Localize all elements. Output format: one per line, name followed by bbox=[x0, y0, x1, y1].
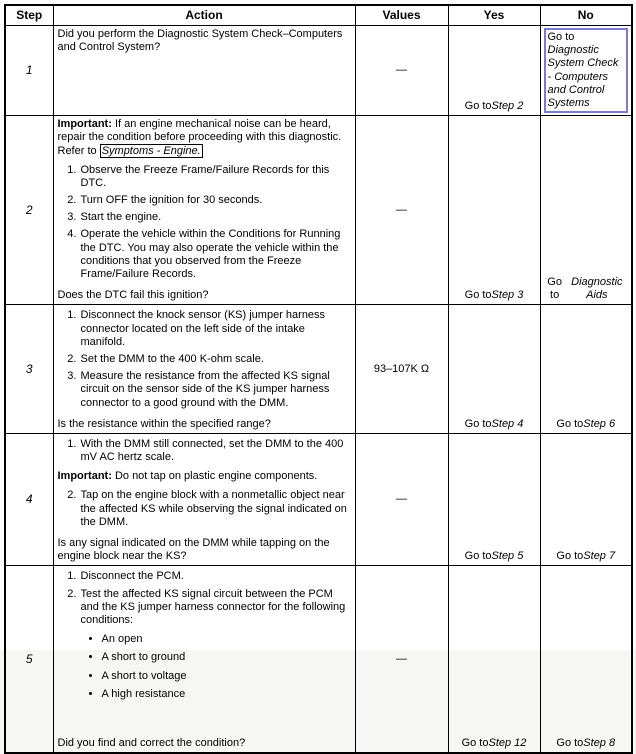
no-cell-text bbox=[541, 305, 632, 433]
table-header bbox=[5, 5, 632, 26]
action-numbered-list bbox=[58, 570, 351, 631]
action-cell bbox=[53, 116, 355, 305]
values-text: — bbox=[396, 63, 407, 76]
table-body bbox=[5, 26, 632, 754]
text-run: Go to bbox=[556, 737, 584, 750]
action-numbered-list bbox=[58, 489, 351, 533]
action-cell bbox=[53, 305, 355, 434]
step-number: 4 bbox=[25, 492, 33, 507]
values-cell bbox=[355, 305, 448, 434]
col-header-yes: Yes bbox=[448, 5, 540, 26]
action-content bbox=[54, 116, 355, 304]
text-run: Go to bbox=[547, 276, 562, 302]
step-cell bbox=[5, 305, 53, 434]
values-cell bbox=[355, 116, 448, 305]
action-content bbox=[54, 566, 355, 752]
step-number: 1 bbox=[25, 63, 33, 78]
action-question bbox=[58, 287, 351, 302]
no-cell-text bbox=[541, 116, 632, 304]
text-run: Step 8 bbox=[583, 737, 616, 750]
yes-cell bbox=[448, 26, 540, 116]
col-header-step: Step bbox=[5, 5, 53, 26]
diagnostic-table bbox=[4, 4, 633, 754]
step-cell bbox=[5, 116, 53, 305]
table-row bbox=[5, 433, 632, 566]
values-cell bbox=[355, 26, 448, 116]
text-run: Step 2 bbox=[491, 99, 524, 112]
action-question bbox=[58, 416, 351, 431]
yes-cell bbox=[448, 116, 540, 305]
no-cell-text bbox=[541, 434, 632, 566]
text-run: Go to bbox=[461, 737, 489, 750]
no-cell bbox=[540, 116, 632, 305]
numbered-list-item: 3. Measure the resistance from the affected KS signal circuit on the sensor side of the KS jumper harness connector to a good ground with the DMM. bbox=[80, 370, 351, 410]
bullet-list-item: • A short to ground bbox=[102, 651, 351, 664]
text-run: Go to bbox=[464, 550, 492, 563]
values-text: — bbox=[396, 203, 407, 216]
action-paragraph bbox=[58, 28, 351, 54]
numbered-list-item: 2. Set the DMM to the 400 K-ohm scale. bbox=[80, 353, 351, 366]
numbered-list-item: 2. Test the affected KS signal circuit between the PCM and the KS jumper harness connector for the following conditions: bbox=[80, 588, 351, 628]
text-run: Is any signal indicated on the DMM while tapping on the engine block near the KS? bbox=[57, 537, 330, 563]
action-content bbox=[54, 305, 355, 433]
go-to-link[interactable] bbox=[544, 28, 629, 113]
numbered-list-item: 1. Observe the Freeze Frame/Failure Records for this DTC. bbox=[80, 164, 351, 190]
action-content bbox=[54, 434, 355, 566]
no-cell bbox=[540, 433, 632, 566]
text-run: Go to bbox=[556, 417, 584, 430]
table-row bbox=[5, 116, 632, 305]
no-cell bbox=[540, 305, 632, 434]
text-run: Important: bbox=[57, 470, 112, 483]
col-header-values: Values bbox=[355, 5, 448, 26]
text-run: Go to bbox=[547, 31, 575, 43]
action-cell bbox=[53, 26, 355, 116]
header-row bbox=[5, 5, 632, 26]
action-cell bbox=[53, 566, 355, 754]
action-bullet-list bbox=[58, 633, 351, 706]
bullet-list-item: • A high resistance bbox=[102, 688, 351, 701]
action-question bbox=[58, 735, 351, 750]
text-run: Did you perform the Diagnostic System Check–Computers and Control System? bbox=[57, 28, 343, 54]
action-question bbox=[58, 535, 351, 563]
values-text: 93–107K Ω bbox=[373, 362, 430, 375]
text-run: Does the DTC fail this ignition? bbox=[57, 289, 209, 302]
text-run: If an engine mechanical noise can be heard, repair the condition before proceeding with this diagnostic. Refer to bbox=[57, 118, 342, 157]
text-run: Step 7 bbox=[583, 550, 616, 563]
text-run: Go to bbox=[556, 550, 584, 563]
action-paragraph bbox=[58, 118, 351, 158]
yes-cell-text bbox=[449, 116, 540, 304]
yes-cell bbox=[448, 433, 540, 566]
text-run: Go to bbox=[464, 417, 492, 430]
text-run: Go to bbox=[464, 289, 492, 302]
step-cell bbox=[5, 26, 53, 116]
values-text: — bbox=[396, 652, 407, 665]
no-cell bbox=[540, 26, 632, 116]
no-cell bbox=[540, 566, 632, 754]
yes-cell bbox=[448, 305, 540, 434]
action-content bbox=[54, 26, 355, 115]
table-row bbox=[5, 566, 632, 754]
action-numbered-list bbox=[58, 164, 351, 286]
text-run: Step 3 bbox=[491, 289, 524, 302]
text-run: Important: bbox=[57, 118, 112, 131]
col-header-no: No bbox=[540, 5, 632, 26]
step-cell bbox=[5, 566, 53, 754]
text-run: Is the resistance within the specified range? bbox=[57, 417, 271, 430]
yes-cell-text bbox=[449, 434, 540, 566]
col-header-action: Action bbox=[53, 5, 355, 26]
step-number: 3 bbox=[25, 361, 33, 376]
numbered-list-item: 2. Tap on the engine block with a nonmetallic object near the affected KS while observing the signal indicated on the DMM. bbox=[80, 489, 351, 529]
no-cell-text bbox=[541, 26, 632, 115]
numbered-list-item: 1. With the DMM still connected, set the DMM to the 400 mV AC hertz scale. bbox=[80, 438, 351, 464]
numbered-list-item: 4. Operate the vehicle within the Conditions for Running the DTC. You may also operate the vehicle within the conditions that you observed from the Freeze Frame/Failure Records. bbox=[80, 228, 351, 281]
step-number: 2 bbox=[25, 203, 33, 218]
values-cell bbox=[355, 433, 448, 566]
reference-link[interactable]: Symptoms - Engine. bbox=[101, 144, 201, 157]
action-cell bbox=[53, 433, 355, 566]
values-text: — bbox=[396, 493, 407, 506]
text-run: Diagnostic Aids bbox=[571, 276, 623, 302]
numbered-list-item: 1. Disconnect the knock sensor (KS) jumper harness connector located on the left side of the intake manifold. bbox=[80, 309, 351, 349]
text-run: Step 5 bbox=[491, 550, 524, 563]
text-run: Diagnostic System Check - Computers and Control Systems bbox=[547, 44, 619, 109]
yes-cell-text bbox=[449, 305, 540, 433]
text-run: Did you find and correct the condition? bbox=[57, 737, 246, 750]
table-row bbox=[5, 26, 632, 116]
text-run: Step 4 bbox=[491, 417, 524, 430]
action-numbered-list bbox=[58, 438, 351, 468]
action-paragraph bbox=[58, 470, 351, 483]
numbered-list-item: 3. Start the engine. bbox=[80, 211, 351, 224]
values-cell bbox=[355, 566, 448, 754]
action-numbered-list bbox=[58, 309, 351, 413]
text-run: Go to bbox=[464, 99, 492, 112]
bullet-list-item: • An open bbox=[102, 633, 351, 646]
yes-cell bbox=[448, 566, 540, 754]
yes-cell-text bbox=[449, 26, 540, 115]
numbered-list-item: 2. Turn OFF the ignition for 30 seconds. bbox=[80, 194, 351, 207]
text-run: Step 6 bbox=[583, 417, 616, 430]
step-number: 5 bbox=[25, 652, 33, 667]
text-run: Do not tap on plastic engine components. bbox=[111, 470, 318, 483]
yes-cell-text bbox=[449, 566, 540, 752]
bullet-list-item: • A short to voltage bbox=[102, 670, 351, 683]
step-cell bbox=[5, 433, 53, 566]
numbered-list-item: 1. Disconnect the PCM. bbox=[80, 570, 351, 583]
no-cell-text bbox=[541, 566, 632, 752]
table-row bbox=[5, 305, 632, 434]
text-run: Step 12 bbox=[488, 737, 527, 750]
